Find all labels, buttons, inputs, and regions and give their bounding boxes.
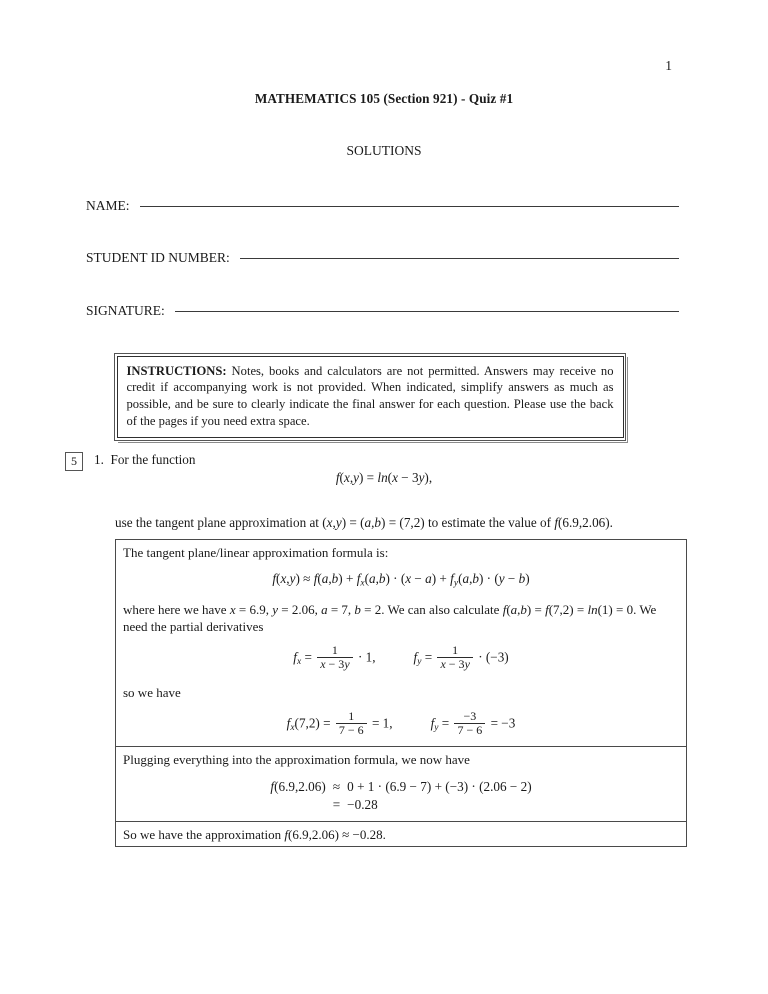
solution-box	[115, 539, 687, 847]
marks-box	[65, 452, 83, 471]
question-stem-text: For the function	[110, 452, 196, 467]
instructions-box	[114, 353, 626, 441]
page-number: 1	[665, 58, 672, 73]
field-signature	[86, 303, 679, 319]
solution-partials: $f_x$ = $\frac{1}{x - 3y}$ · 1, $f_y$ = $\frac{1}{x - 3y}$ · (−3)	[293, 643, 509, 671]
final-calc-rhs-1: 0 + 1 · (6.9 − 7) + (−3) · (2.06 − 2)	[347, 778, 532, 794]
solution-conclusion-text: So we have the approximation	[123, 826, 285, 842]
final-calc-rhs-2: −0.28	[347, 796, 378, 812]
field-name-label: NAME:	[86, 198, 130, 213]
solution-conclusion: So we have the approximation f(6.9,2.06) ≈ −0.28.	[123, 826, 386, 842]
solution-intro: The tangent plane/linear approximation formula is:	[123, 545, 389, 560]
solution-formula: $f(x,y) \approx f(a,b) + f_x(a,b) \cdot (x - a) + f_y(a,b) \cdot (y - b)$	[272, 571, 530, 589]
field-signature-label: SIGNATURE:	[86, 303, 165, 318]
instructions-body: Notes, books and calculators are not permitted. Answers may receive no credit if accompanying work is not provided. When indicated, simplify answers as much as possible, and be sure to clearly indicate the final answer for each question. Please use the back of the pages if you need extra space.	[126, 363, 614, 429]
solution-given: where here we have x = 6.9, y = 2.06, a = 7, b = 2. We can also calculate f(a,b) = f(7,2) = ln(1) = 0. We need the partial derivatives	[123, 601, 657, 634]
solutions-label: SOLUTIONS	[346, 143, 422, 158]
field-student-id	[86, 250, 679, 266]
field-name	[86, 198, 679, 214]
marks-value: 5	[71, 454, 77, 468]
final-calc-rel-2: =	[332, 796, 341, 812]
question-function-display: f(x,y) = ln(x − 3y),	[335, 470, 433, 485]
instructions-heading: INSTRUCTIONS:	[126, 363, 227, 378]
field-name-rule[interactable]	[140, 206, 680, 207]
page-title: MATHEMATICS 105 (Section 921) - Quiz #1	[254, 91, 514, 106]
field-student-id-rule[interactable]	[240, 258, 679, 259]
solution-plugging: Plugging everything into the approximation formula, we now have	[123, 752, 470, 768]
field-signature-rule[interactable]	[175, 311, 679, 312]
question-instruction: use the tangent plane approximation at (x,y) = (a,b) = (7,2) to estimate the value of f(6.9,2.06).	[115, 515, 613, 530]
field-student-id-label: STUDENT ID NUMBER:	[86, 250, 230, 265]
instructions-text	[117, 356, 624, 439]
question-number: 1.	[94, 452, 104, 467]
final-calc-rel-1: ≈	[332, 778, 341, 794]
solution-final-calculation	[116, 772, 686, 821]
solution-so-we-have: so we have	[123, 685, 181, 701]
final-calc-lhs: f(6.9,2.06)	[270, 778, 326, 794]
question-stem	[94, 452, 195, 468]
solution-evaluated-partials: $f_x(7,2)$ = $\frac{1}{7 - 6}$ = 1, $f_y$ = $\frac{-3}{7 - 6}$ = −3	[286, 709, 516, 737]
